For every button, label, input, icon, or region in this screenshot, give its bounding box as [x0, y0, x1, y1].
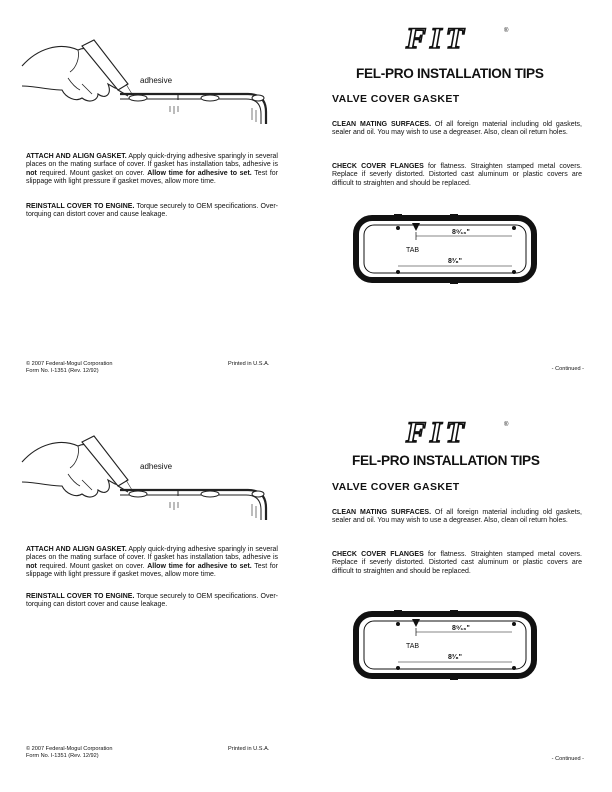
footer-copyright: © 2007 Federal-Mogul Corporation: [26, 746, 113, 752]
fit-logo: [404, 22, 514, 52]
continued-note: - Continued -: [551, 366, 584, 372]
footer-form-number: Form No. I-1351 (Rev. 12/92): [26, 753, 99, 759]
continued-note: - Continued -: [551, 756, 584, 762]
footer-printed: Printed in U.S.A.: [228, 361, 270, 367]
adhesive-label: adhesive: [140, 76, 173, 85]
brand-heading: FEL-PRO INSTALLATION TIPS: [352, 453, 540, 468]
footer-printed: Printed in U.S.A.: [228, 746, 270, 752]
check-paragraph: CHECK COVER FLANGES for flatness. Straighten stamped metal covers. Replace if severly distorted. Distorted cast aluminum or plastic covers are difficult to straighten and should be replaced.: [332, 551, 582, 575]
footer-form-number: Form No. I-1351 (Rev. 12/92): [26, 368, 99, 374]
svg-text:FIT: FIT: [406, 22, 469, 52]
svg-text:®: ®: [504, 422, 509, 428]
section-title: VALVE COVER GASKET: [332, 481, 460, 493]
adhesive-label: adhesive: [140, 462, 173, 471]
svg-text:FIT: FIT: [406, 416, 469, 446]
attach-align-paragraph: ATTACH AND ALIGN GASKET. Apply quick-drying adhesive sparingly in several places on the mating surface of cover. If gasket has installation tabs, adhesive is not required. Mount gasket on cover. Allow time for adhesive to set. Test for slippage with light pressure if gasket moves, allow more time.: [26, 546, 279, 578]
svg-text:TAB: TAB: [406, 643, 420, 650]
clean-paragraph: CLEAN MATING SURFACES. Of all foreign material including old gaskets, sealer and oil. You may wish to use a degreaser. Also, clean oil return holes.: [332, 509, 582, 525]
reinstall-paragraph: REINSTALL COVER TO ENGINE. Torque securely to OEM specifications. Over-torquing can distort cover and cause leakage.: [26, 203, 278, 219]
svg-text:8⁹⁄₁₆": 8⁹⁄₁₆": [452, 229, 470, 236]
clean-paragraph: CLEAN MATING SURFACES. Of all foreign material including old gaskets, sealer and oil. You may wish to use a degreaser. Also, clean oil return holes.: [332, 121, 582, 137]
svg-text:8³⁄₈": 8³⁄₈": [448, 654, 462, 661]
gasket-diagram: [350, 606, 540, 684]
svg-text:8⁹⁄₁₆": 8⁹⁄₁₆": [452, 625, 470, 632]
attach-align-paragraph: ATTACH AND ALIGN GASKET. Apply quick-drying adhesive sparingly in several places on the mating surface of cover. If gasket has installation tabs, adhesive is not required. Mount gasket on cover. Allow time for adhesive to set. Test for slippage with light pressure if gasket moves, allow more time.: [26, 153, 279, 185]
gasket-diagram: [350, 210, 540, 288]
fit-logo: [404, 416, 514, 446]
instruction-sheet-bottom: [0, 396, 612, 792]
svg-text:8³⁄₈": 8³⁄₈": [448, 258, 462, 265]
svg-text:TAB: TAB: [406, 247, 420, 254]
footer-copyright: © 2007 Federal-Mogul Corporation: [26, 361, 113, 367]
svg-text:®: ®: [504, 28, 509, 34]
reinstall-paragraph: REINSTALL COVER TO ENGINE. Torque securely to OEM specifications. Over-torquing can distort cover and cause leakage.: [26, 593, 278, 609]
adhesive-application-illustration: [20, 424, 282, 524]
section-title: VALVE COVER GASKET: [332, 93, 460, 105]
check-paragraph: CHECK COVER FLANGES for flatness. Straighten stamped metal covers. Replace if severly distorted. Distorted cast aluminum or plastic covers are difficult to straighten and should be replaced.: [332, 163, 582, 187]
brand-heading: FEL-PRO INSTALLATION TIPS: [356, 66, 544, 81]
